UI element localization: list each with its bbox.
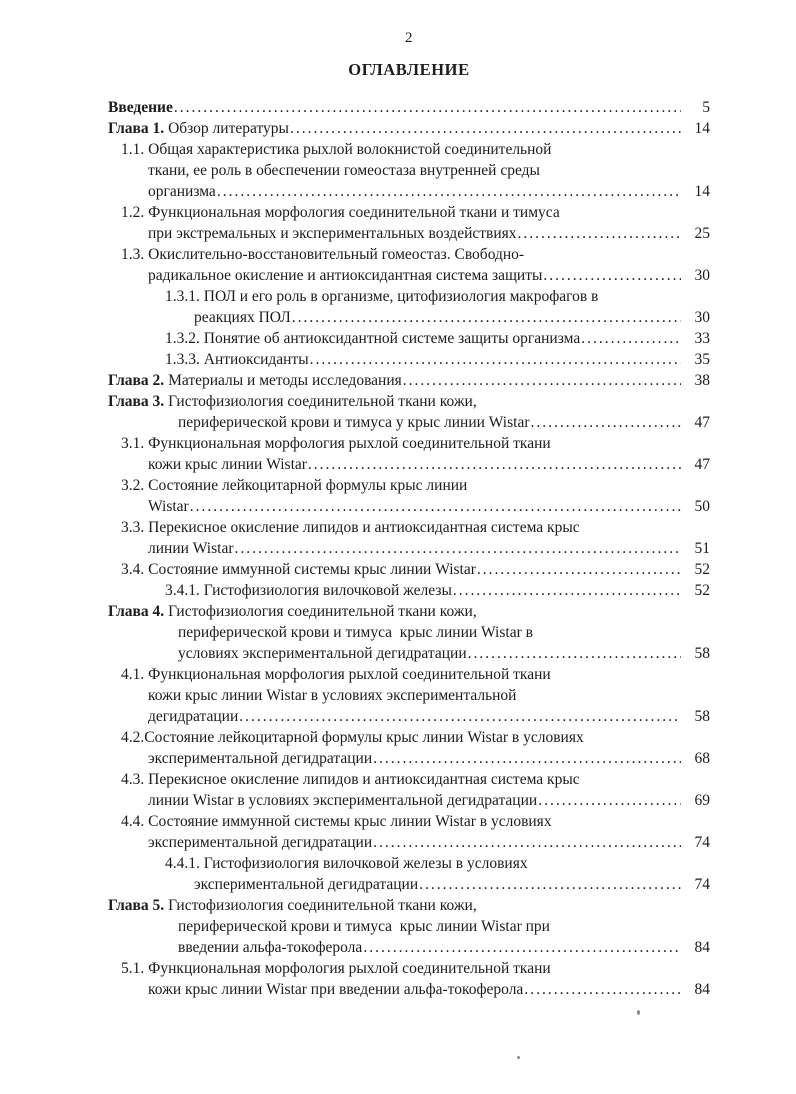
toc-line [108, 958, 710, 979]
dot-leader [581, 328, 681, 349]
toc-entry [108, 244, 710, 286]
toc-page-number: 68 [694, 750, 710, 767]
toc-page-number: 84 [694, 981, 710, 998]
toc-entry-heading: Введение [108, 99, 173, 116]
toc-entry [108, 118, 710, 139]
toc-entry-text: радикальное окисление и антиоксидантная система защиты [148, 267, 543, 284]
toc-entry-text: Материалы и методы исследования [164, 372, 402, 389]
dot-leader [403, 370, 681, 391]
toc-line [108, 895, 710, 916]
toc-line [108, 979, 710, 1000]
toc-line [108, 748, 710, 769]
toc-entry-text: Гистофизиология соединительной ткани кожи, [164, 393, 477, 410]
toc-line [108, 517, 710, 538]
toc-entry [108, 664, 710, 727]
toc-entry-text: периферической крови и тимуса крыс линии Wistar при [178, 918, 550, 935]
toc-line [108, 160, 710, 181]
dot-leader [468, 643, 681, 664]
toc-entry-text: при экстремальных и экспериментальных воздействиях [148, 225, 517, 242]
toc-line [108, 370, 710, 391]
toc-page-number: 52 [694, 582, 710, 599]
dot-leader [477, 559, 681, 580]
toc-entry-text: экспериментальной дегидратации [148, 834, 373, 851]
toc-line [108, 538, 710, 559]
toc-page-number: 25 [694, 225, 710, 242]
dot-leader [373, 748, 681, 769]
toc-page-number: 5 [702, 99, 710, 116]
toc-entry-text: Гистофизиология соединительной ткани кожи, [164, 897, 477, 914]
toc-line [108, 454, 710, 475]
toc-line [108, 580, 710, 601]
toc-entry-text: 1.2. Функциональная морфология соединительной ткани и тимуса [121, 204, 560, 221]
page-content [108, 30, 710, 1000]
dot-leader [190, 496, 681, 517]
scan-artifact [637, 1010, 640, 1015]
toc-entry-text: условиях экспериментальной дегидратации [178, 645, 467, 662]
toc-entry [108, 97, 710, 118]
toc-entry [108, 433, 710, 475]
toc-line [108, 391, 710, 412]
dot-leader [419, 874, 681, 895]
toc-line [108, 181, 710, 202]
toc-line [108, 496, 710, 517]
toc-entry-text: Wistar [148, 498, 189, 515]
toc-page-number: 84 [694, 939, 710, 956]
toc-entry [108, 475, 710, 517]
toc-entry-text: реакциях ПОЛ [194, 309, 291, 326]
dot-leader [518, 223, 681, 244]
toc-entry-text: ткани, ее роль в обеспечении гомеостаза внутренней среды [148, 162, 540, 179]
toc-entry-text: 3.2. Состояние лейкоцитарной формулы крыс линии [121, 477, 468, 494]
toc-entry-text: 1.3. Окислительно-восстановительный гомеостаз. Свободно- [121, 246, 525, 263]
toc-entry-text: 3.4.1. Гистофизиология вилочковой железы [165, 582, 452, 599]
toc-entry-text: дегидратации [148, 708, 239, 725]
toc-entry [108, 370, 710, 391]
toc-entry [108, 559, 710, 580]
toc-line [108, 118, 710, 139]
page-number: 2 [405, 30, 413, 46]
toc-entry [108, 580, 710, 601]
toc-page-number: 33 [694, 330, 710, 347]
toc-entry [108, 202, 710, 244]
toc-page-number: 74 [694, 876, 710, 893]
toc-entry-text: экспериментальной дегидратации [148, 750, 373, 767]
toc-entry [108, 601, 710, 664]
toc-entry-text: линии Wistar [148, 540, 234, 557]
toc-entry-text: Обзор литературы [164, 120, 289, 137]
dot-leader [373, 832, 681, 853]
dot-leader [235, 538, 682, 559]
toc-entry-text: периферической крови и тимуса крыс линии Wistar в [178, 624, 533, 641]
toc-line [108, 622, 710, 643]
toc-entry [108, 958, 710, 1000]
toc-entry-heading: Глава 2. [108, 372, 165, 389]
toc-page-number: 38 [694, 372, 710, 389]
toc-line [108, 727, 710, 748]
toc-entry-text: организма [148, 183, 216, 200]
toc-line [108, 433, 710, 454]
toc-entry [108, 517, 710, 559]
toc-line [108, 706, 710, 727]
toc-page-number: 50 [694, 498, 710, 515]
dot-leader [239, 706, 681, 727]
toc-entry-text: введении альфа-токоферола [178, 939, 363, 956]
toc-page-number: 51 [694, 540, 710, 557]
dot-leader [538, 790, 681, 811]
toc-line [108, 328, 710, 349]
toc-entry-text: 3.4. Состояние иммунной системы крыс линии Wistar [121, 561, 476, 578]
toc-entry-text: Гистофизиология соединительной ткани кожи, [164, 603, 477, 620]
toc-line [108, 853, 710, 874]
toc-line [108, 139, 710, 160]
toc-line [108, 475, 710, 496]
toc-line [108, 769, 710, 790]
scan-artifact [517, 1056, 520, 1059]
toc-entry-text: 3.1. Функциональная морфология рыхлой соединительной ткани [121, 435, 551, 452]
toc-entry [108, 727, 710, 769]
toc-entry-text: 4.4. Состояние иммунной системы крыс линии Wistar в условиях [121, 813, 552, 830]
toc-line [108, 265, 710, 286]
dot-leader [543, 265, 681, 286]
toc-page-number: 30 [694, 309, 710, 326]
toc-line [108, 349, 710, 370]
toc-line [108, 664, 710, 685]
toc-line [108, 601, 710, 622]
toc-line [108, 916, 710, 937]
dot-leader [524, 979, 681, 1000]
toc-page-number: 52 [694, 561, 710, 578]
toc-entry-heading: Глава 1. [108, 120, 165, 137]
toc-line [108, 559, 710, 580]
toc-line [108, 874, 710, 895]
toc-entry-text: 4.1. Функциональная морфология рыхлой соединительной ткани [121, 666, 551, 683]
toc-line [108, 685, 710, 706]
toc-line [108, 790, 710, 811]
toc-line [108, 202, 710, 223]
toc-entry [108, 769, 710, 811]
dot-leader [292, 307, 681, 328]
toc-entry-text: 4.2.Состояние лейкоцитарной формулы крыс линии Wistar в условиях [121, 729, 584, 746]
toc-entry [108, 811, 710, 853]
toc-line [108, 832, 710, 853]
toc-list [108, 97, 710, 1000]
toc-line [108, 643, 710, 664]
toc-line [108, 223, 710, 244]
toc-entry-text: экспериментальной дегидратации [194, 876, 419, 893]
toc-entry-heading: Глава 5. [108, 897, 165, 914]
toc-line [108, 937, 710, 958]
toc-entry-text: кожи крыс линии Wistar в условиях экспериментальной [148, 687, 517, 704]
toc-page-number: 69 [694, 792, 710, 809]
toc-line [108, 97, 710, 118]
toc-entry-text: кожи крыс линии Wistar при введении альфа-токоферола [148, 981, 524, 998]
toc-page-number: 74 [694, 834, 710, 851]
toc-entry-text: 1.1. Общая характеристика рыхлой волокнистой соединительной [121, 141, 552, 158]
dot-leader [290, 118, 681, 139]
toc-entry [108, 139, 710, 202]
toc-page-number: 47 [694, 456, 710, 473]
toc-line [108, 811, 710, 832]
toc-entry-text: 4.3. Перекисное окисление липидов и антиоксидантная система крыс [121, 771, 580, 788]
dot-leader [531, 412, 682, 433]
dot-leader [453, 580, 681, 601]
toc-entry-text: кожи крыс линии Wistar [148, 456, 307, 473]
document-title: ОГЛАВЛЕНИЕ [348, 60, 470, 79]
toc-entry-text: 5.1. Функциональная морфология рыхлой соединительной ткани [121, 960, 551, 977]
toc-entry-text: периферической крови и тимуса у крыс линии Wistar [178, 414, 530, 431]
toc-entry-text: 1.3.3. Антиоксиданты [165, 351, 309, 368]
toc-entry [108, 895, 710, 958]
toc-line [108, 286, 710, 307]
toc-entry-text: 4.4.1. Гистофизиология вилочковой железы в условиях [165, 855, 528, 872]
toc-page-number: 30 [694, 267, 710, 284]
toc-line [108, 307, 710, 328]
toc-entry [108, 853, 710, 895]
dot-leader [174, 97, 681, 118]
toc-entry [108, 286, 710, 328]
toc-entry-text: 3.3. Перекисное окисление липидов и антиоксидантная система крыс [121, 519, 580, 536]
toc-page-number: 58 [694, 708, 710, 725]
toc-entry [108, 391, 710, 433]
toc-page-number: 58 [694, 645, 710, 662]
toc-page-number: 47 [694, 414, 710, 431]
toc-line [108, 244, 710, 265]
toc-entry-text: 1.3.1. ПОЛ и его роль в организме, цитофизиология макрофагов в [165, 288, 599, 305]
toc-entry [108, 328, 710, 349]
toc-page-number: 14 [694, 183, 710, 200]
dot-leader [217, 181, 681, 202]
toc-page-number: 35 [694, 351, 710, 368]
toc-entry-text: 1.3.2. Понятие об антиоксидантной системе защиты организма [165, 330, 581, 347]
dot-leader [310, 349, 681, 370]
toc-entry-heading: Глава 4. [108, 603, 165, 620]
toc-entry-text: линии Wistar в условиях экспериментальной дегидратации [148, 792, 538, 809]
toc-entry-heading: Глава 3. [108, 393, 165, 410]
toc-page-number: 14 [694, 120, 710, 137]
dot-leader [363, 937, 681, 958]
toc-entry [108, 349, 710, 370]
dot-leader [308, 454, 681, 475]
toc-line [108, 412, 710, 433]
